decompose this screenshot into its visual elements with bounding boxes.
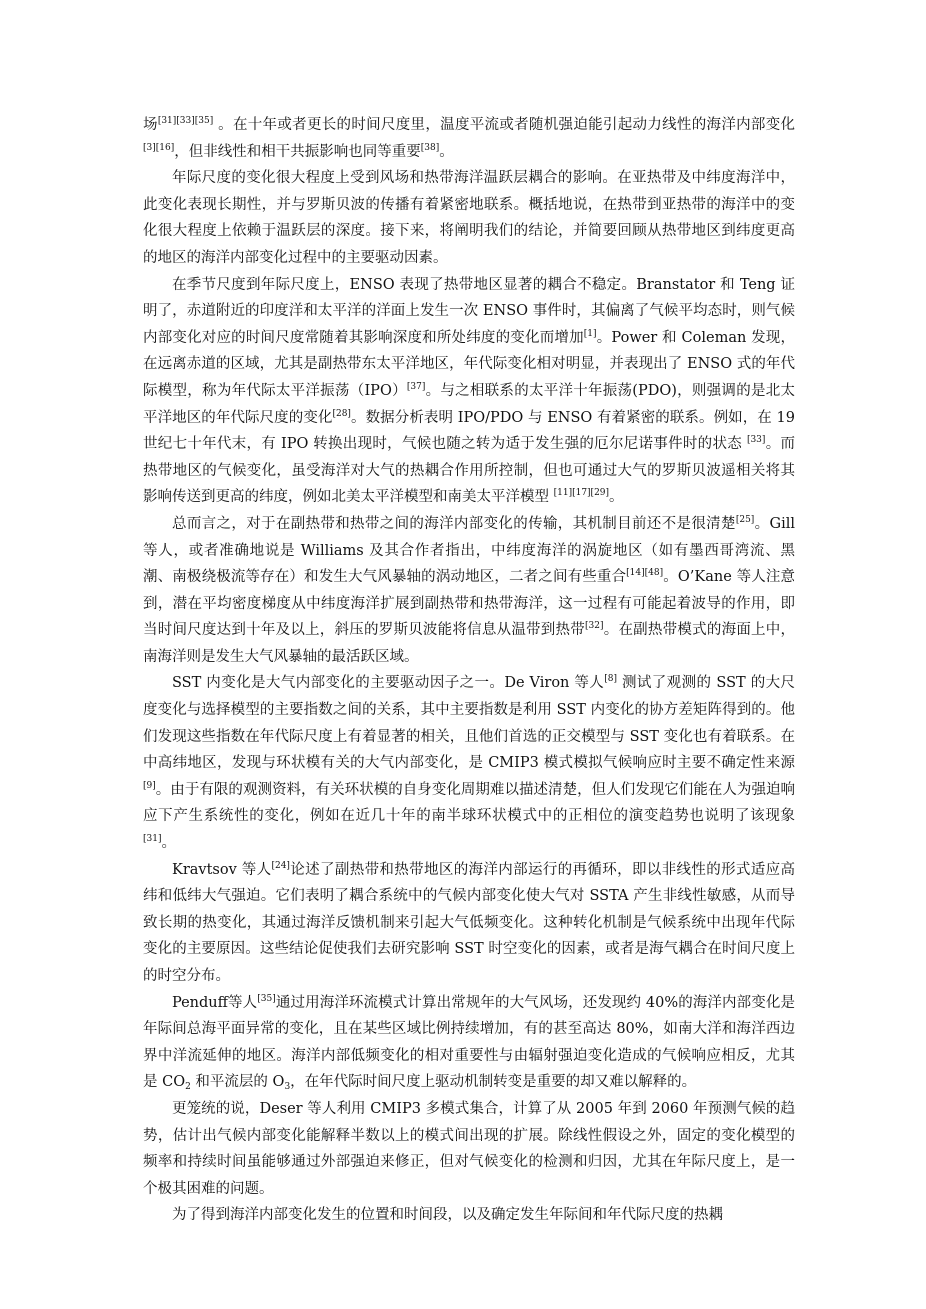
paragraph-8 (143, 1096, 795, 1202)
text-run: 测试了观测的 SST 的大尺度变化与选择模型的主要指数之间的关系，其中主要指数是利用 SST 内变化的协方差矩阵得到的。他们发现这些指数在年代际尺度上有着显著的相关，且他们首选的正交模型与 SST 变化也有着联系。在中高纬地区，发现与环状模有关的大气内部变化，是 CMIP3 模式模拟气候响应时主要不确定性来源 (143, 675, 795, 772)
citation-ref: [28] (332, 408, 351, 419)
article-body (143, 112, 795, 1229)
citation-ref: [32] (585, 621, 604, 632)
text-run: Kravtsov 等人 (172, 861, 272, 878)
citation-ref: [38] (420, 142, 440, 153)
citation-ref: [33] (746, 435, 766, 446)
text-run: 总而言之，对于在副热带和热带之间的海洋内部变化的传输，其机制目前还不是很清楚 (172, 515, 736, 532)
text-run: 。数据分析表明 IPO/PDO 与 ENSO 有着紧密的联系。例如，在 19 世纪七十年代末，有 IPO 转换出现时，气候也随之转为适于发生强的厄尔尼诺事件时的状态 (143, 409, 795, 453)
citation-ref: [35] (257, 993, 276, 1004)
text-run: 。由于有限的观测资料，有关环状模的自身变化周期难以描述清楚，但人们发现它们能在人为强迫响应下产生系统性的变化，例如在近几十年的南半球环状模式中的正相位的演变趋势也说明了该现象 (143, 781, 795, 825)
text-run: ，在年代际时间尺度上驱动机制转变是重要的却又难以解释的。 (290, 1074, 697, 1091)
citation-ref: [24] (271, 860, 290, 871)
text-run: 。Power 和 Coleman 发现，在远离赤道的区域，尤其是副热带东太平洋地区，年代际变化相对明显，并表现出了 ENSO 式的年代际模型，称为年代际太平洋振荡（IPO） (143, 329, 795, 399)
citation-ref: [25] (735, 514, 755, 525)
citation-ref: [48] (644, 568, 664, 579)
citation-ref: [37] (406, 381, 426, 392)
text-run: ，但非线性和相干共振影响也同等重要 (174, 143, 421, 160)
citation-ref: [31][33][35] (157, 116, 214, 126)
text-run: Penduff等人 (172, 994, 258, 1011)
paragraph-4 (143, 511, 795, 671)
text-run: 。 (439, 143, 454, 160)
text-run: 。在十年或者更长的时间尺度里，温度平流或者随机强迫能引起动力线性的海洋内部变化 (213, 117, 796, 133)
citation-ref: [31] (143, 834, 162, 845)
paragraph-1 (143, 112, 795, 165)
text-run: 。 (161, 835, 176, 852)
text-run: 。在副热带模式的海面上中，南海洋则是发生大气风暴轴的最活跃区域。 (143, 622, 796, 665)
citation-ref: [8] (604, 674, 617, 685)
text-run: 更笼统的说，Deser 等人利用 CMIP3 多模式集合，计算了从 2005 年到 2060 年预测气候的趋势，估计出气候内部变化能解释半数以上的模式间出现的扩展。除线性假设之外，固定的变化模型的频率和持续时间虽能够通过外部强迫来修正，但对气候变化的检测和归因，尤其在年际尺度上，是一个极其困难的问题。 (143, 1100, 795, 1197)
text-run: 年际尺度的变化很大程度上受到风场和热带海洋温跃层耦合的影响。在亚热带及中纬度海洋中，此变化表现长期性，并与罗斯贝波的传播有着紧密地联系。概括地说，在热带到亚热带的海洋中的变化很大程度上依赖于温跃层的深度。接下来，将阐明我们的结论，并简要回顾从热带地区到纬度更高的地区的海洋内部变化过程中的主要驱动因素。 (143, 170, 795, 266)
text-run: 。Gill 等人，或者准确地说是 Williams 及其合作者指出，中纬度海洋的涡旋地区（如有墨西哥湾流、黑潮、南极绕极流等存在）和发生大气风暴轴的涡动地区，二者之间有些重合 (143, 515, 795, 586)
paragraph-2 (143, 165, 795, 271)
text-run: 论述了副热带和热带地区的海洋内部运行的再循环，即以非线性的形式适应高纬和低纬大气强迫。它们表明了耦合系统中的气候内部变化使大气对 SSTA 产生非线性敏感，从而导致长期的热变化，其通过海洋反馈机制来引起大气低频变化。这种转化机制是气候系统中出现年代际变化的主要原因。这些结论促使我们去研究影响 SST 时空变化的因素，或者是海气耦合在时间尺度上的时空分布。 (143, 861, 795, 984)
text-run: 在季节尺度到年际尺度上，ENSO 表现了热带地区显著的耦合不稳定。Branstator 和 Teng 证明了，赤道附近的印度洋和太平洋的洋面上发生一次 ENSO 事件时，其偏离了气候平均态时，则气候内部变化对应的时间尺度常随着其影响深度和所处纬度的变化而增加 (143, 276, 795, 346)
text-run: 。而热带地区的气候变化，虽受海洋对大气的热耦合作用所控制，但也可通过大气的罗斯贝波遥相关将其影响传送到更高的纬度，例如北美太平洋模型和南美太平洋模型 (143, 436, 795, 506)
citation-ref: [1] (583, 328, 597, 339)
text-run: 。与之相联系的太平洋十年振荡(PDO)，则强调的是北太平洋地区的年代际尺度的变化 (143, 382, 795, 426)
paragraph-6 (143, 857, 795, 990)
citation-ref: [11][17][29] (553, 488, 610, 499)
text-run: SST 内变化是大气内部变化的主要驱动因子之一。De Viron 等人 (172, 675, 605, 692)
subscript: 3 (284, 1082, 291, 1093)
paragraph-5 (143, 670, 795, 856)
subscript: 2 (185, 1082, 191, 1093)
text-run: 和平流层的 O (190, 1074, 285, 1091)
text-run: 。O’Kane 等人注意到，潜在平均密度梯度从中纬度海洋扩展到副热带和热带海洋，这一过程有可能起着波导的作用，即当时间尺度达到十年及以上，斜压的罗斯贝波能将信息从温带到热带 (143, 569, 795, 639)
text-run: 场 (143, 117, 158, 133)
paragraph-9 (143, 1202, 795, 1229)
paragraph-7 (143, 990, 795, 1096)
citation-ref: [9] (143, 780, 156, 791)
citation-ref: [3][16] (143, 142, 175, 153)
text-run: 通过用海洋环流模式计算出常规年的大气风场，还发现约 40%的海洋内部变化是年际间总海平面异常的变化，且在某些区域比例持续增加，有的甚至高达 80%，如南大洋和海洋西边界中洋流延伸的地区。海洋内部低频变化的相对重要性与由辐射强迫变化造成的气候响应相反，尤其是 CO (143, 994, 795, 1091)
paragraph-3 (143, 272, 795, 511)
text-run: 为了得到海洋内部变化发生的位置和时间段，以及确定发生年际间和年代际尺度的热耦 (172, 1207, 723, 1224)
text-run: 。 (609, 489, 624, 506)
citation-ref: [14] (626, 568, 645, 579)
